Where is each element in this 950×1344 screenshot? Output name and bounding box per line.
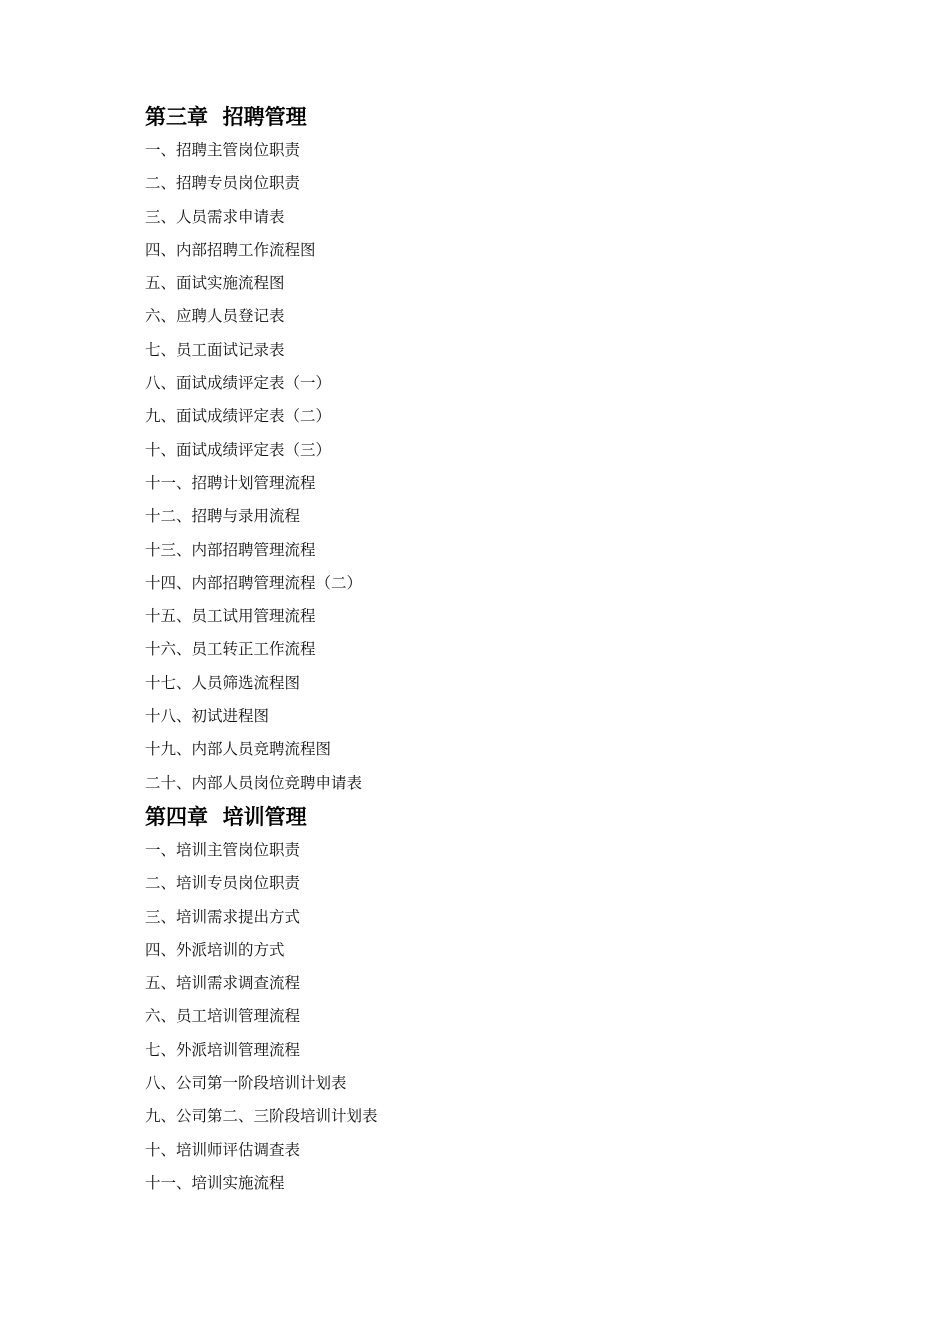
table-of-contents: [145, 100, 845, 1200]
toc-item: 十三、内部招聘管理流程: [145, 540, 316, 559]
toc-item: 十五、员工试用管理流程: [145, 607, 316, 626]
chapter-3-section: [145, 100, 845, 800]
toc-item: 六、员工培训管理流程: [145, 1007, 301, 1026]
chapter-4-section: [145, 800, 845, 1200]
toc-item: 五、面试实施流程图: [145, 274, 285, 293]
toc-item: 十一、培训实施流程: [145, 1173, 285, 1192]
chapter-4-heading: 第四章 培训管理: [145, 803, 307, 829]
toc-item: 八、面试成绩评定表（一）: [145, 374, 332, 393]
toc-item: 十、培训师评估调查表: [145, 1140, 301, 1159]
toc-item: 十九、内部人员竞聘流程图: [145, 740, 332, 759]
toc-item: 十四、内部招聘管理流程（二）: [145, 573, 363, 592]
toc-item: 二、招聘专员岗位职责: [145, 174, 301, 193]
toc-item: 九、面试成绩评定表（二）: [145, 407, 332, 426]
toc-item: 四、内部招聘工作流程图: [145, 240, 316, 259]
toc-item: 八、公司第一阶段培训计划表: [145, 1074, 347, 1093]
chapter-3-heading: 第三章 招聘管理: [145, 104, 307, 129]
toc-item: 二十、内部人员岗位竞聘申请表: [145, 773, 363, 792]
toc-item: 三、人员需求申请表: [145, 207, 285, 226]
toc-item: 二、培训专员岗位职责: [145, 874, 301, 893]
toc-item: 三、培训需求提出方式: [145, 907, 301, 926]
toc-item: 七、外派培训管理流程: [145, 1040, 301, 1059]
toc-item: 一、培训主管岗位职责: [145, 840, 301, 859]
toc-item: 十一、招聘计划管理流程: [145, 473, 316, 492]
toc-item: 五、培训需求调查流程: [145, 974, 301, 993]
chapter-4-list: [145, 834, 845, 1200]
toc-item: 四、外派培训的方式: [145, 940, 285, 959]
toc-item: 十六、员工转正工作流程: [145, 640, 316, 659]
toc-item: 十、面试成绩评定表（三）: [145, 440, 332, 459]
toc-item: 十七、人员筛选流程图: [145, 673, 301, 692]
toc-item: 六、应聘人员登记表: [145, 307, 285, 326]
toc-item: 一、招聘主管岗位职责: [145, 141, 301, 159]
chapter-3-list: [145, 134, 845, 800]
toc-item: 十八、初试进程图: [145, 707, 270, 726]
toc-item: 七、员工面试记录表: [145, 340, 285, 359]
toc-item: 十二、招聘与录用流程: [145, 507, 301, 526]
toc-item: 九、公司第二、三阶段培训计划表: [145, 1107, 378, 1126]
